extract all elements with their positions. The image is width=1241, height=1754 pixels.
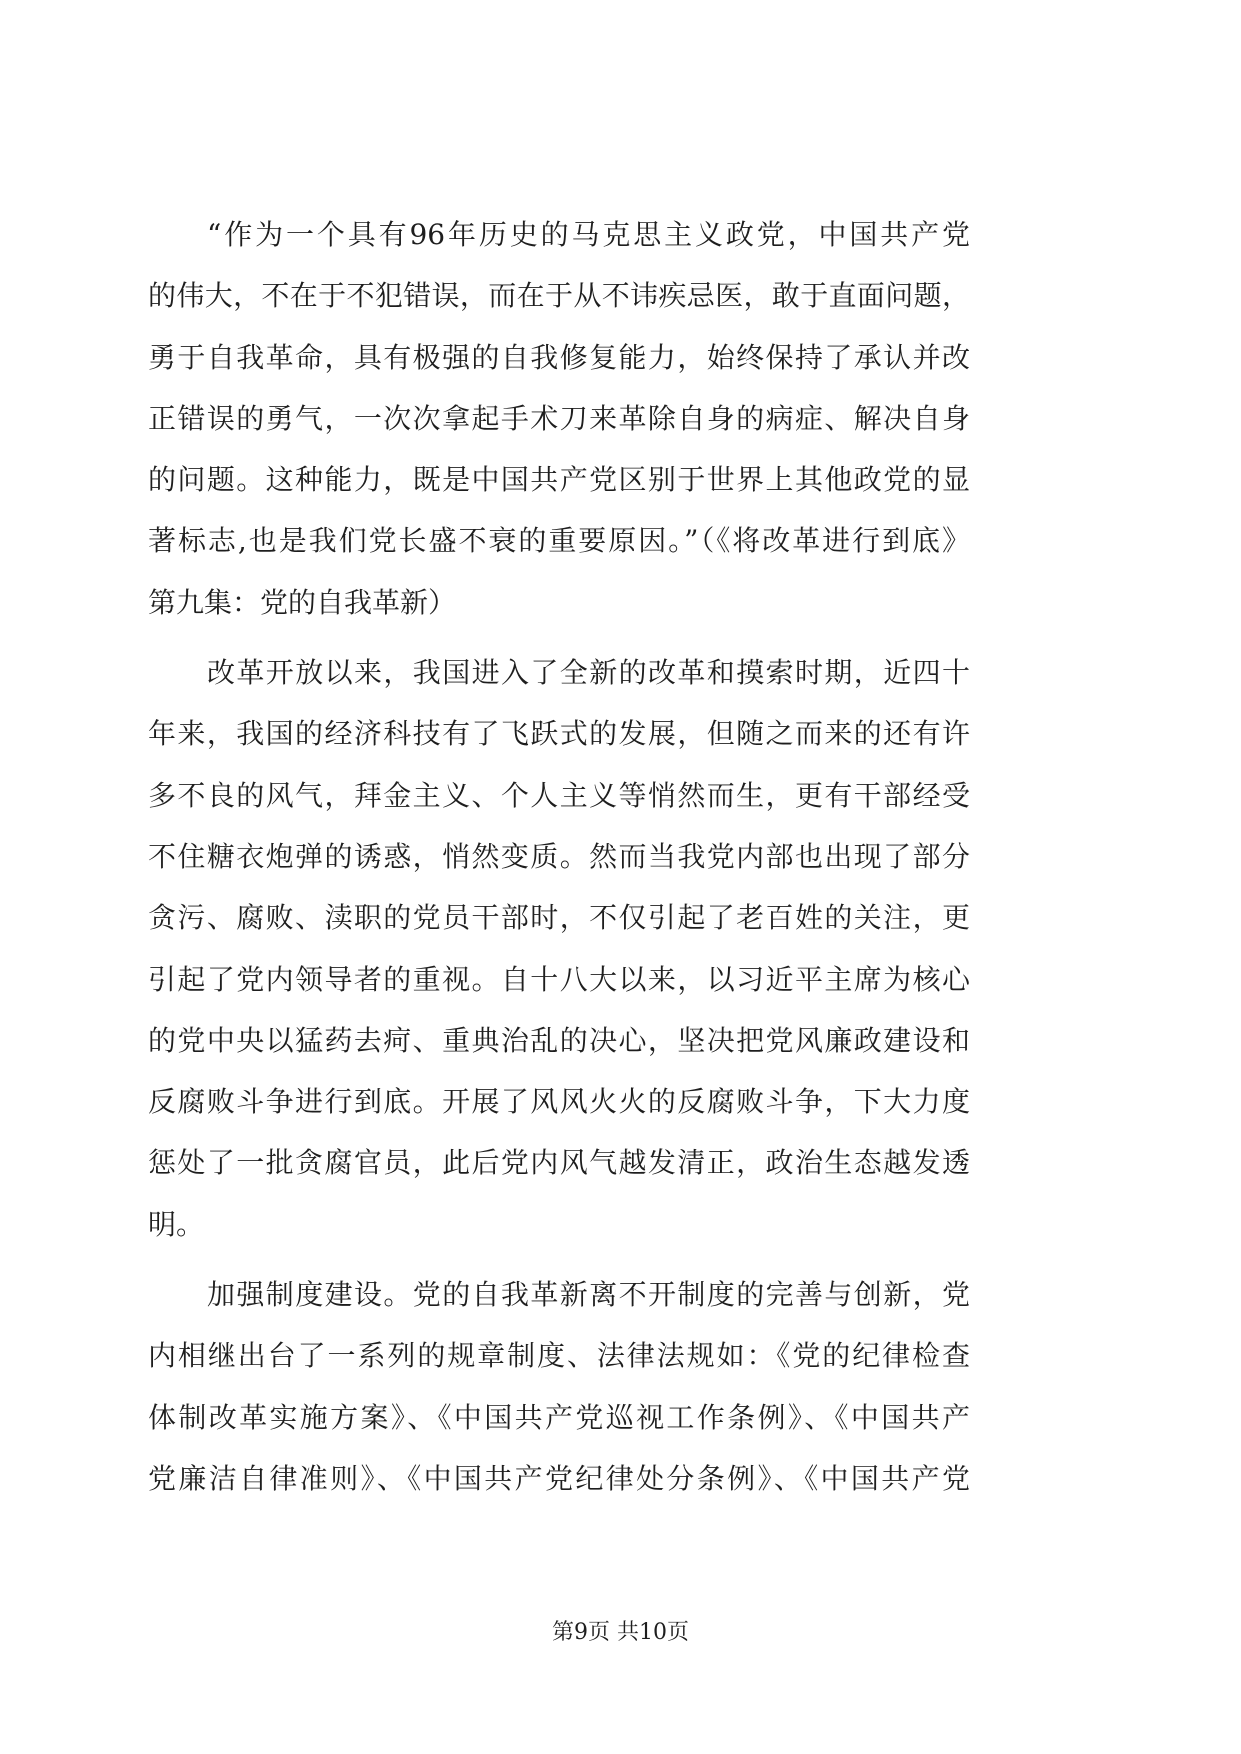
- body-line: 体制改革实施方案》、《中国共产党巡视工作条例》、《中国共产: [148, 1400, 970, 1434]
- body-line: 加强制度建设。党的自我革新离不开制度的完善与创新，党: [207, 1278, 970, 1312]
- body-line: 引起了党内领导者的重视。自十八大以来，以习近平主席为核心: [148, 962, 970, 996]
- page-footer: 第9页 共10页: [552, 1620, 689, 1645]
- paragraph-quote: [148, 204, 970, 633]
- body-line: 不住糖衣炮弹的诱惑，悄然变质。然而当我党内部也出现了部分: [148, 839, 970, 873]
- body-line: 的伟大，不在于不犯错误，而在于从不讳疾忌医，敢于直面问题，: [148, 279, 970, 313]
- body-line: 内相继出台了一系列的规章制度、法律法规如：《党的纪律检查: [148, 1339, 970, 1373]
- paragraph-institutions: [148, 1264, 970, 1509]
- body-line: “作为一个具有96年历史的马克思主义政党，中国共产党: [207, 218, 970, 251]
- paragraph-reform: [148, 642, 970, 1255]
- body-line: 正错误的勇气，一次次拿起手术刀来革除自身的病症、解决自身: [148, 401, 970, 435]
- body-line: 勇于自我革命，具有极强的自我修复能力，始终保持了承认并改: [148, 340, 970, 374]
- body-line: 党廉洁自律准则》、《中国共产党纪律处分条例》、《中国共产党: [148, 1461, 970, 1495]
- body-line: 第九集：党的自我革新）: [148, 585, 457, 619]
- body-line: 惩处了一批贪腐官员，此后党内风气越发清正，政治生态越发透: [148, 1146, 970, 1180]
- body-line: 贪污、腐败、渎职的党员干部时，不仅引起了老百姓的关注，更: [148, 901, 970, 935]
- body-line: 改革开放以来，我国进入了全新的改革和摸索时期，近四十: [207, 656, 970, 690]
- body-line: 年来，我国的经济科技有了飞跃式的发展，但随之而来的还有许: [148, 717, 970, 751]
- body-line: 多不良的风气，拜金主义、个人主义等悄然而生，更有干部经受: [148, 778, 970, 812]
- body-line: 的问题。这种能力，既是中国共产党区别于世界上其他政党的显: [148, 463, 970, 497]
- body-line: 明。: [148, 1207, 205, 1241]
- body-line: 反腐败斗争进行到底。开展了风风火火的反腐败斗争，下大力度: [148, 1085, 970, 1119]
- body-line: 的党中央以猛药去疴、重典治乱的决心，坚决把党风廉政建设和: [148, 1023, 970, 1057]
- document-body: [148, 204, 970, 1509]
- body-line: 著标志,也是我们党长盛不衰的重要原因。”（《将改革进行到底》: [148, 524, 970, 558]
